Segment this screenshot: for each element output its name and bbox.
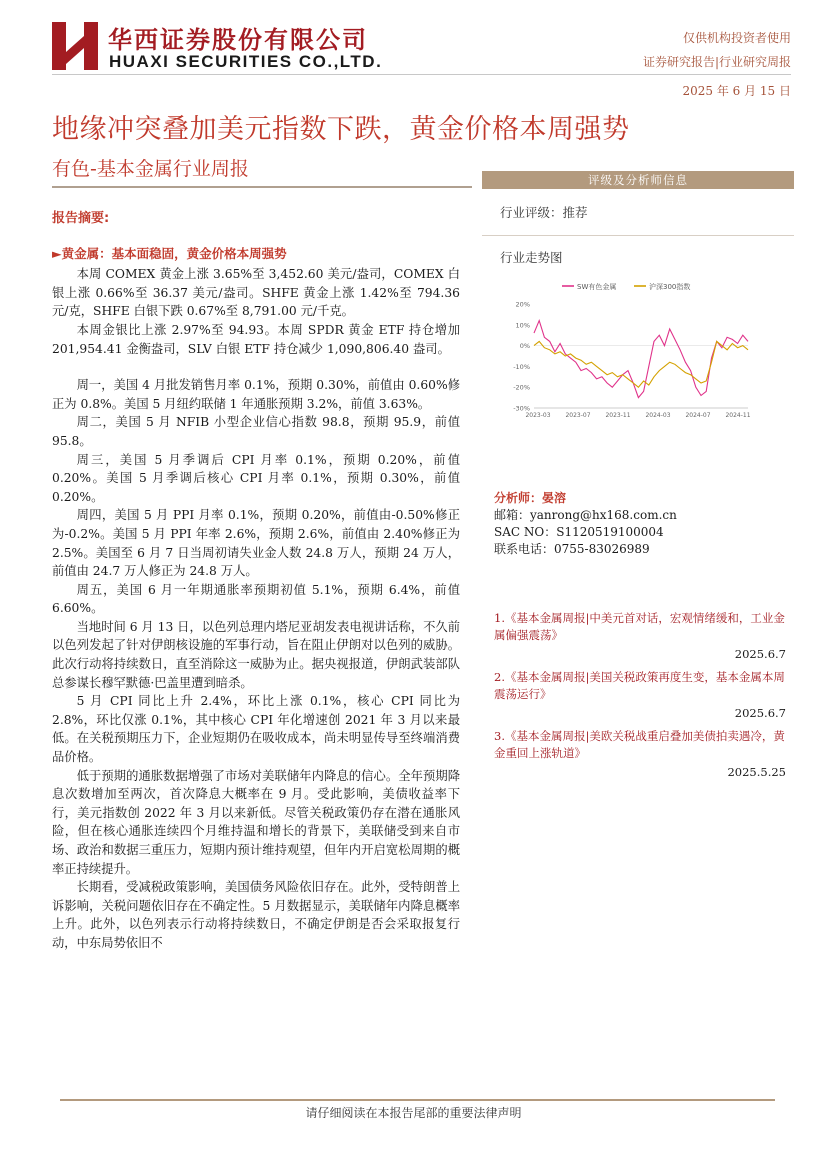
analyst-sac: SAC NO：S1120519100004 [494, 525, 664, 539]
subtitle-divider [52, 186, 472, 188]
summary-paragraph: 当地时间 6 月 13 日，以色列总理内塔尼亚胡发表电视讲话称，不久前以色列发起了针对伊朗核设施的军事行动，旨在阻止伊朗对以色列的威胁。此次行动将持续数日，直至消除这一威胁为止。据央视报道，伊朗武装部队总参谋长穆罕默德·巴盖里遭到暗杀。 [52, 619, 461, 690]
legal-disclaimer: 请仔细阅读在本报告尾部的重要法律声明 [305, 1106, 522, 1120]
y-tick-label: -20% [513, 383, 530, 392]
summary-paragraph: 低于预期的通胀数据增强了市场对美联储年内降息的信心。全年预期降息次数增加至两次，首次降息大概率在 9 月。受此影响，美债收益率下行，美元指数创 2022 年 3 月以来新低。尽管关税政策仍存在潜在通胀风险，但在核心通胀连续四个月维持温和增长的背景下，美联储受到来自市场、政治和数据三重压力，短期内预计维持观望，但年内开启宽松周期的概率正持续提升。 [52, 768, 460, 876]
summary-paragraph: 周五，美国 6 月一年期通胀率预期初值 5.1%，预期 6.4%，前值 6.60%。 [52, 582, 460, 616]
legend-label: SW有色金属 [577, 283, 617, 291]
x-tick-label: 2024-11 [725, 412, 751, 419]
summary-paragraph: 本周 COMEX 黄金上涨 3.65%至 3,452.60 美元/盎司，COMEX 白银上涨 0.66%至 36.37 美元/盎司。SHFE 黄金上涨 1.42%至 794.36 元/克，SHFE 白银下跌 0.67%至 8,791.00 元/千克。 [52, 267, 460, 319]
sidebar-bar-title: 评级及分析师信息 [482, 171, 794, 189]
sidebar-divider [482, 235, 794, 236]
related-report-date: 2025.6.7 [734, 706, 786, 720]
analyst-name: 分析师：晏溶 [494, 491, 567, 505]
y-tick-label: -10% [513, 362, 530, 371]
gold-subheading: ►黄金属：基本面稳固，黄金价格本周强势 [52, 245, 287, 261]
y-tick-label: 0% [519, 342, 530, 351]
report-date: 2025 年 6 月 15 日 [682, 84, 791, 98]
summary-paragraph: 周三，美国 5 月季调后 CPI 月率 0.1%，预期 0.20%，前值 0.20%。美国 5 月季调后核心 CPI 月率 0.1%，预期 0.30%，前值 0.20%。 [52, 452, 460, 504]
summary-paragraph: 本周金银比上涨 2.97%至 94.93。本周 SPDR 黄金 ETF 持仓增加 201,954.41 金衡盎司，SLV 白银 ETF 持仓减少 1,090,806.40 盎司。 [52, 322, 460, 356]
related-report-title[interactable]: 2.《基本金属周报|美国关税政策再度生变，基本金属本周震荡运行》 [494, 670, 785, 701]
audience-note: 仅供机构投资者使用 [682, 31, 791, 45]
x-tick-label: 2023-03 [525, 412, 551, 419]
related-report-title[interactable]: 1.《基本金属周报|中美元首对话，宏观情绪缓和，工业金属偏强震荡》 [494, 611, 785, 642]
related-report-item[interactable] [494, 610, 786, 663]
y-tick-label: 20% [515, 300, 530, 309]
analyst-email[interactable]: 邮箱：yanrong@hx168.com.cn [494, 508, 677, 522]
x-tick-label: 2023-07 [565, 412, 591, 419]
summary-paragraph: 5 月 CPI 同比上升 2.4%，环比上涨 0.1%，核心 CPI 同比为 2.8%，环比仅涨 0.1%，其中核心 CPI 年化增速创 2021 年 3 月以来最低。在关税预期压力下，企业短期仍在吸收成本，尚未明显传导至终端消费品价格。 [52, 694, 460, 765]
report-subtitle: 有色-基本金属行业周报 [52, 158, 249, 180]
related-report-date: 2025.5.25 [727, 765, 786, 779]
x-tick-label: 2024-07 [685, 412, 711, 419]
report-title: 地缘冲突叠加美元指数下跌，黄金价格本周强势 [52, 114, 630, 145]
x-tick-label: 2024-03 [645, 412, 671, 419]
sidebar [482, 171, 794, 787]
company-name-en: HUAXI SECURITIES CO.,LTD. [109, 52, 383, 71]
related-report-item[interactable] [494, 669, 786, 722]
summary-paragraph: 周二，美国 5 月 NFIB 小型企业信心指数 98.8，预期 95.9，前值 95.8。 [52, 415, 460, 448]
series-line [534, 321, 748, 398]
analyst-phone: 联系电话：0755-83026989 [494, 542, 650, 556]
footer-divider [60, 1099, 775, 1101]
y-tick-label: -30% [513, 404, 530, 413]
x-tick-label: 2023-11 [605, 412, 631, 419]
trend-chart-svg [504, 274, 754, 424]
report-category: 证券研究报告|行业研究周报 [642, 55, 791, 69]
analyst-info [482, 490, 794, 558]
summary-heading: 报告摘要: [52, 211, 110, 226]
huaxi-logo-icon [52, 22, 98, 70]
y-tick-label: 10% [515, 321, 530, 330]
trend-chart-title: 行业走势图 [500, 250, 563, 265]
company-name-cn: 华西证券股份有限公司 [108, 26, 368, 54]
industry-rating: 行业评级：推荐 [500, 205, 588, 220]
trend-chart [504, 274, 754, 424]
related-reports [482, 610, 786, 781]
series-line [534, 341, 748, 387]
related-report-date: 2025.6.7 [734, 647, 786, 661]
related-report-title[interactable]: 3.《基本金属周报|美欧关税战重启叠加美债拍卖遇冷，黄金重回上涨轨道》 [494, 729, 785, 760]
legend-label: 沪深300指数 [649, 283, 691, 291]
summary-paragraph: 长期看，受减税政策影响，美国债务风险依旧存在。此外，受特朗普上诉影响，关税问题依旧存在不确定性。5 月数据显示，美联储年内降息概率上升。此外，以色列表示行动将持续数日，不确定伊朗是否会采取报复行动，中东局势依旧不 [52, 880, 460, 950]
header-divider [52, 74, 791, 75]
summary-paragraph: 周一，美国 4 月批发销售月率 0.1%，预期 0.30%，前值由 0.60%修正为 0.8%。美国 5 月纽约联储 1 年通胀预期 3.2%，前值 3.63%。 [52, 378, 460, 411]
summary-column [52, 200, 460, 953]
summary-paragraph: 周四，美国 5 月 PPI 月率 0.1%，预期 0.20%，前值由-0.50%修正为-0.2%。美国 5 月 PPI 年率 2.6%，预期 2.6%，前值由 2.40%修正为 2.5%。美国至 6 月 7 日当周初请失业金人数 24.8 万人，预期 24 万人，前值由 24.7 万人修正为 24.8 万人。 [52, 508, 460, 579]
related-report-item[interactable] [494, 728, 786, 781]
